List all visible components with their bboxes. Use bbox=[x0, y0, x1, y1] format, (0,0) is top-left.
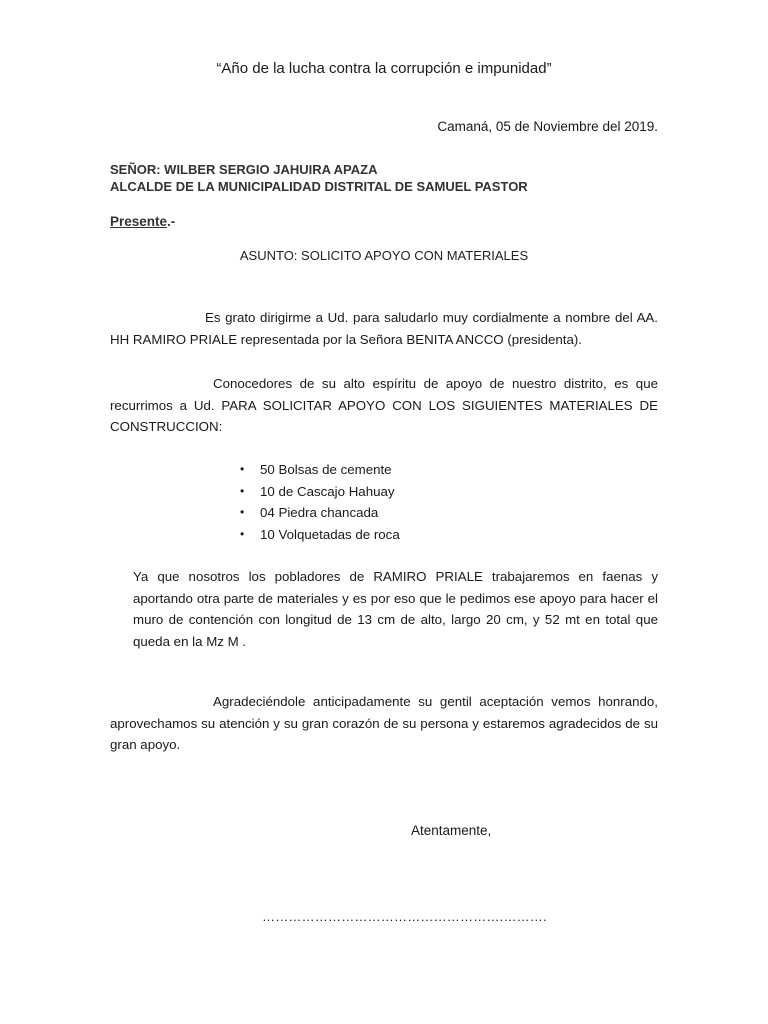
presente-word: Presente bbox=[110, 214, 168, 229]
presente-line bbox=[110, 214, 175, 229]
year-slogan: “Año de la lucha contra la corrupción e impunidad” bbox=[216, 60, 552, 77]
list-item bbox=[240, 524, 400, 546]
presente-suffix: .- bbox=[167, 214, 176, 229]
paragraph-request-text: Conocedores de su alto espíritu de apoyo de nuestro distrito, es que recurrimos a Ud. PARA SOLICITAR APOYO CON LOS SIGUIENTES MATERIALES DE CONSTRUCCION: bbox=[110, 376, 658, 434]
signature-line: ……………………………………………….………. bbox=[262, 909, 547, 924]
list-item bbox=[240, 459, 400, 481]
recipient-name: SEÑOR: WILBER SERGIO JAHUIRA APAZA bbox=[110, 162, 378, 177]
paragraph-commitment: Ya que nosotros los pobladores de RAMIRO PRIALE trabajaremos en faenas y aportando otra parte de materiales y es por eso que le pedimos ese apoyo para hacer el muro de contención con longitud de 13 cm de alto, largo 20 cm, y 52 mt en total que queda en la Mz M . bbox=[133, 569, 658, 649]
paragraph-greeting bbox=[110, 307, 658, 350]
subject-line: ASUNTO: SOLICITO APOYO CON MATERIALES bbox=[239, 248, 529, 263]
closing-salutation: Atentamente, bbox=[411, 823, 492, 838]
date-line: Camaná, 05 de Noviembre del 2019. bbox=[437, 119, 658, 134]
material-label: 50 Bolsas de cemente bbox=[260, 462, 392, 477]
recipient-title: ALCALDE DE LA MUNICIPALIDAD DISTRITAL DE SAMUEL PASTOR bbox=[110, 179, 528, 194]
bullet-icon: • bbox=[240, 526, 245, 541]
bullet-icon: • bbox=[240, 483, 245, 498]
paragraph-request bbox=[110, 373, 658, 438]
materials-list bbox=[240, 459, 400, 545]
paragraph-thanks bbox=[110, 691, 658, 756]
paragraph-thanks-text: Agradeciéndole anticipadamente su gentil aceptación vemos honrando, aprovechamos su atención y su gran corazón de su persona y estaremos agradecidos de su gran apoyo. bbox=[110, 694, 658, 752]
bullet-icon: • bbox=[240, 505, 245, 519]
list-item bbox=[240, 481, 400, 503]
material-label: 04 Piedra chancada bbox=[260, 505, 379, 520]
material-label: 10 Volquetadas de roca bbox=[260, 526, 400, 542]
bullet-icon: • bbox=[240, 462, 245, 476]
list-item bbox=[240, 502, 400, 524]
material-label: 10 de Cascajo Hahuay bbox=[260, 483, 395, 499]
paragraph-greeting-text: Es grato dirigirme a Ud. para saludarlo muy cordialmente a nombre del AA. HH RAMIRO PRIALE representada por la Señora BENITA ANCCO (presidenta). bbox=[110, 310, 658, 347]
